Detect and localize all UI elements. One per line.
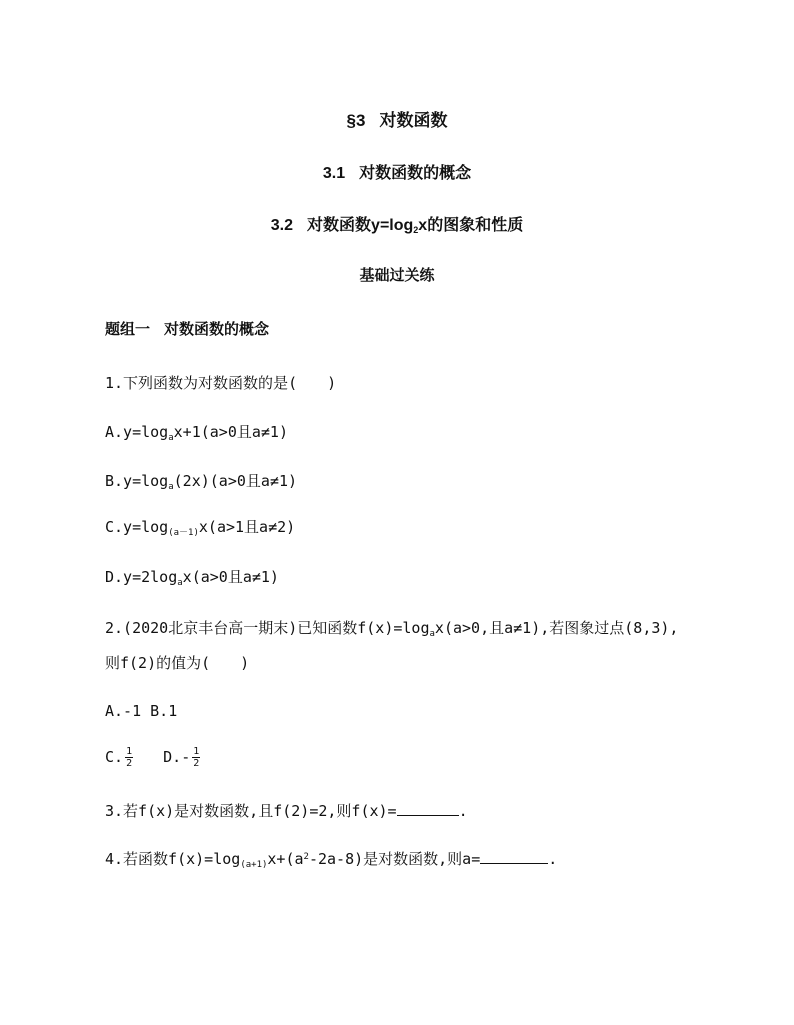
section-1-title: 对数函数的概念 — [359, 163, 472, 182]
question-text: . — [458, 802, 468, 820]
question-1-option-d — [105, 566, 279, 588]
option-text: C.y=log — [105, 518, 169, 536]
question-text: 3.若f(x)是对数函数,且f(2)=2,则f(x)= — [105, 802, 397, 820]
question-1-stem: 1.下列函数为对数函数的是( ) — [105, 374, 337, 392]
fraction-one-half — [192, 746, 200, 769]
section-2-prefix: 对数函数 — [307, 215, 372, 234]
question-text: x+(a — [267, 850, 304, 868]
question-superscript: 2 — [303, 852, 309, 862]
chapter-heading — [0, 106, 794, 131]
fraction-denominator: 2 — [126, 758, 133, 769]
question-subscript: a — [429, 629, 435, 639]
formula-text: y=log — [371, 217, 414, 234]
answer-blank[interactable] — [480, 851, 548, 864]
option-label: D.- — [163, 748, 191, 766]
group-title: 对数函数的概念 — [164, 320, 270, 338]
question-1-option-a — [105, 421, 288, 443]
fraction-one-half — [125, 746, 133, 769]
option-subscript: (a－1) — [168, 528, 199, 538]
option-text: D.y=2log — [105, 568, 178, 586]
section-1-heading — [0, 160, 794, 183]
option-text: x+1(a>0且a≠1) — [173, 423, 288, 441]
chapter-number: §3 — [346, 111, 366, 130]
practice-heading: 基础过关练 — [359, 266, 435, 284]
option-text: x(a>0且a≠1) — [182, 568, 279, 586]
section-2-suffix: 的图象和性质 — [427, 215, 524, 234]
question-text: x(a>0,且a≠1),若图象过点(8,3), — [434, 619, 679, 637]
option-text: A.y=log — [105, 423, 169, 441]
group-label: 题组一 — [105, 320, 151, 338]
formula-subscript: 2 — [413, 225, 419, 235]
question-2-options-ab: A.-1 B.1 — [105, 702, 178, 720]
question-2-stem-line-1 — [105, 617, 678, 639]
option-subscript: a — [168, 482, 174, 492]
question-subscript: (a+1) — [240, 860, 268, 870]
option-text: x(a>1且a≠2) — [198, 518, 296, 536]
fraction-denominator: 2 — [193, 758, 200, 769]
section-2-heading — [0, 212, 794, 235]
question-2-options-cd — [105, 746, 202, 769]
question-2-stem-line-2: 则f(2)的值为( ) — [105, 654, 250, 672]
formula-variable: x — [418, 217, 428, 234]
option-subscript: a — [177, 578, 183, 588]
question-text: . — [548, 850, 558, 868]
fraction-numerator: 1 — [126, 746, 133, 757]
question-1-option-b — [105, 470, 297, 492]
group-heading — [105, 318, 269, 339]
section-2-formula — [371, 217, 427, 234]
option-label: C. — [105, 748, 124, 766]
option-text: (2x)(a>0且a≠1) — [173, 472, 298, 490]
question-4 — [105, 848, 557, 870]
question-1-option-c — [105, 516, 295, 538]
option-subscript: a — [168, 433, 174, 443]
section-2-number: 3.2 — [270, 217, 294, 234]
fraction-numerator: 1 — [193, 746, 200, 757]
question-text: -2a-8)是对数函数,则a= — [308, 850, 481, 868]
answer-blank[interactable] — [397, 803, 459, 816]
question-text: 4.若函数f(x)=log — [105, 850, 241, 868]
section-1-number: 3.1 — [322, 165, 346, 182]
question-text: 2.(2020北京丰台高一期末)已知函数f(x)=log — [105, 619, 430, 637]
question-3 — [105, 800, 468, 821]
option-text: B.y=log — [105, 472, 169, 490]
chapter-title: 对数函数 — [379, 111, 448, 131]
